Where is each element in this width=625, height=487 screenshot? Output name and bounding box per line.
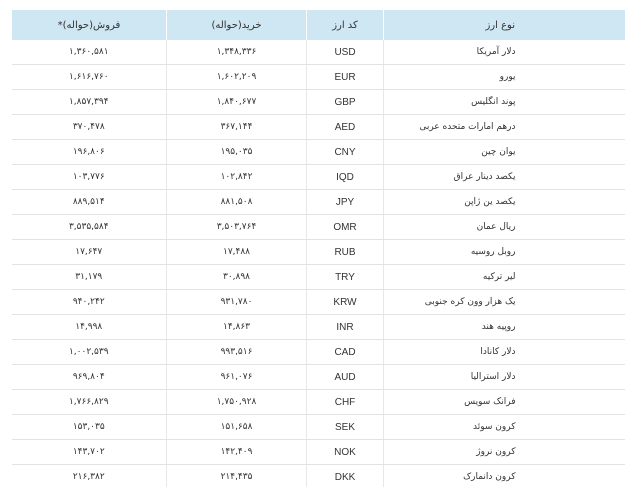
buy-rate-cell: ۱۴,۸۶۳ [167, 315, 307, 340]
buy-rate-cell: ۱,۷۵۰,۹۲۸ [167, 390, 307, 415]
table-row [12, 315, 625, 340]
currency-code-cell: EUR [307, 65, 384, 90]
table-row [12, 415, 625, 440]
currency-name-cell: روبل روسیه [384, 240, 625, 265]
currency-code-cell: DKK [307, 465, 384, 487]
currency-code-cell: CAD [307, 340, 384, 365]
currency-code-cell: USD [307, 40, 384, 65]
sell-rate-cell: ۱۷,۶۴۷ [12, 240, 167, 265]
sell-rate-cell: ۱,۳۶۰,۵۸۱ [12, 40, 167, 65]
table-body [12, 40, 625, 487]
table-row [12, 140, 625, 165]
currency-name-cell: یورو [384, 65, 625, 90]
header-sell-transfer: فروش(حواله)* [12, 10, 167, 40]
sell-rate-cell: ۱۴,۹۹۸ [12, 315, 167, 340]
table-row [12, 115, 625, 140]
currency-name-cell: فرانک سویس [384, 390, 625, 415]
currency-code-cell: CHF [307, 390, 384, 415]
currency-name-cell: کرون دانمارک [384, 465, 625, 487]
buy-rate-cell: ۱,۸۴۰,۶۷۷ [167, 90, 307, 115]
sell-rate-cell: ۱,۶۱۶,۷۶۰ [12, 65, 167, 90]
currency-code-cell: JPY [307, 190, 384, 215]
currency-code-cell: NOK [307, 440, 384, 465]
currency-code-cell: OMR [307, 215, 384, 240]
buy-rate-cell: ۱۷,۴۸۸ [167, 240, 307, 265]
buy-rate-cell: ۱,۳۴۸,۳۳۶ [167, 40, 307, 65]
currency-name-cell: ریال عمان [384, 215, 625, 240]
table-row [12, 440, 625, 465]
table-row [12, 65, 625, 90]
currency-code-cell: SEK [307, 415, 384, 440]
currency-name-cell: دلار کانادا [384, 340, 625, 365]
table-row [12, 465, 625, 487]
buy-rate-cell: ۱۰۲,۸۴۲ [167, 165, 307, 190]
buy-rate-cell: ۱,۶۰۲,۲۰۹ [167, 65, 307, 90]
sell-rate-cell: ۱۹۶,۸۰۶ [12, 140, 167, 165]
buy-rate-cell: ۲۱۴,۴۳۵ [167, 465, 307, 487]
sell-rate-cell: ۳۱,۱۷۹ [12, 265, 167, 290]
table-row [12, 265, 625, 290]
buy-rate-cell: ۱۴۲,۴۰۹ [167, 440, 307, 465]
currency-name-cell: پوند انگلیس [384, 90, 625, 115]
header-buy-transfer: خرید(حواله) [167, 10, 307, 40]
table-row [12, 290, 625, 315]
currency-name-cell: دلار استرالیا [384, 365, 625, 390]
table-row [12, 165, 625, 190]
table-row [12, 340, 625, 365]
buy-rate-cell: ۹۹۳,۵۱۶ [167, 340, 307, 365]
currency-code-cell: RUB [307, 240, 384, 265]
sell-rate-cell: ۲۱۶,۳۸۲ [12, 465, 167, 487]
sell-rate-cell: ۸۸۹,۵۱۴ [12, 190, 167, 215]
currency-name-cell: یک هزار وون کره جنوبی [384, 290, 625, 315]
currency-code-cell: INR [307, 315, 384, 340]
table-row [12, 90, 625, 115]
buy-rate-cell: ۸۸۱,۵۰۸ [167, 190, 307, 215]
table-row [12, 215, 625, 240]
currency-name-cell: درهم امارات متحده عربی [384, 115, 625, 140]
buy-rate-cell: ۹۶۱,۰۷۶ [167, 365, 307, 390]
header-row [12, 10, 625, 40]
currency-code-cell: KRW [307, 290, 384, 315]
table-row [12, 365, 625, 390]
currency-name-cell: یوان چین [384, 140, 625, 165]
table-row [12, 240, 625, 265]
currency-name-cell: کرون نروژ [384, 440, 625, 465]
currency-name-cell: یکصد دینار عراق [384, 165, 625, 190]
currency-code-cell: GBP [307, 90, 384, 115]
currency-name-cell: یکصد ین ژاپن [384, 190, 625, 215]
currency-code-cell: TRY [307, 265, 384, 290]
sell-rate-cell: ۳,۵۳۵,۵۸۴ [12, 215, 167, 240]
currency-code-cell: AED [307, 115, 384, 140]
sell-rate-cell: ۱۴۳,۷۰۲ [12, 440, 167, 465]
sell-rate-cell: ۹۴۰,۲۴۲ [12, 290, 167, 315]
table-row [12, 190, 625, 215]
sell-rate-cell: ۱,۸۵۷,۳۹۴ [12, 90, 167, 115]
currency-name-cell: کرون سوئد [384, 415, 625, 440]
buy-rate-cell: ۳۶۷,۱۴۴ [167, 115, 307, 140]
currency-code-cell: CNY [307, 140, 384, 165]
sell-rate-cell: ۳۷۰,۴۷۸ [12, 115, 167, 140]
sell-rate-cell: ۱۰۳,۷۷۶ [12, 165, 167, 190]
buy-rate-cell: ۳۰,۸۹۸ [167, 265, 307, 290]
currency-code-cell: AUD [307, 365, 384, 390]
buy-rate-cell: ۱۵۱,۶۵۸ [167, 415, 307, 440]
sell-rate-cell: ۱,۰۰۲,۵۳۹ [12, 340, 167, 365]
sell-rate-cell: ۹۶۹,۸۰۴ [12, 365, 167, 390]
currency-name-cell: دلار آمریکا [384, 40, 625, 65]
buy-rate-cell: ۹۳۱,۷۸۰ [167, 290, 307, 315]
buy-rate-cell: ۱۹۵,۰۳۵ [167, 140, 307, 165]
table-header [12, 10, 625, 40]
table-row [12, 40, 625, 65]
currency-name-cell: لیر ترکیه [384, 265, 625, 290]
header-currency-code: کد ارز [307, 10, 384, 40]
buy-rate-cell: ۳,۵۰۳,۷۶۴ [167, 215, 307, 240]
sell-rate-cell: ۱,۷۶۶,۸۲۹ [12, 390, 167, 415]
header-currency-type: نوع ارز [384, 10, 625, 40]
sell-rate-cell: ۱۵۳,۰۳۵ [12, 415, 167, 440]
table-row [12, 390, 625, 415]
currency-code-cell: IQD [307, 165, 384, 190]
currency-name-cell: روپیه هند [384, 315, 625, 340]
exchange-rate-table [11, 10, 625, 487]
